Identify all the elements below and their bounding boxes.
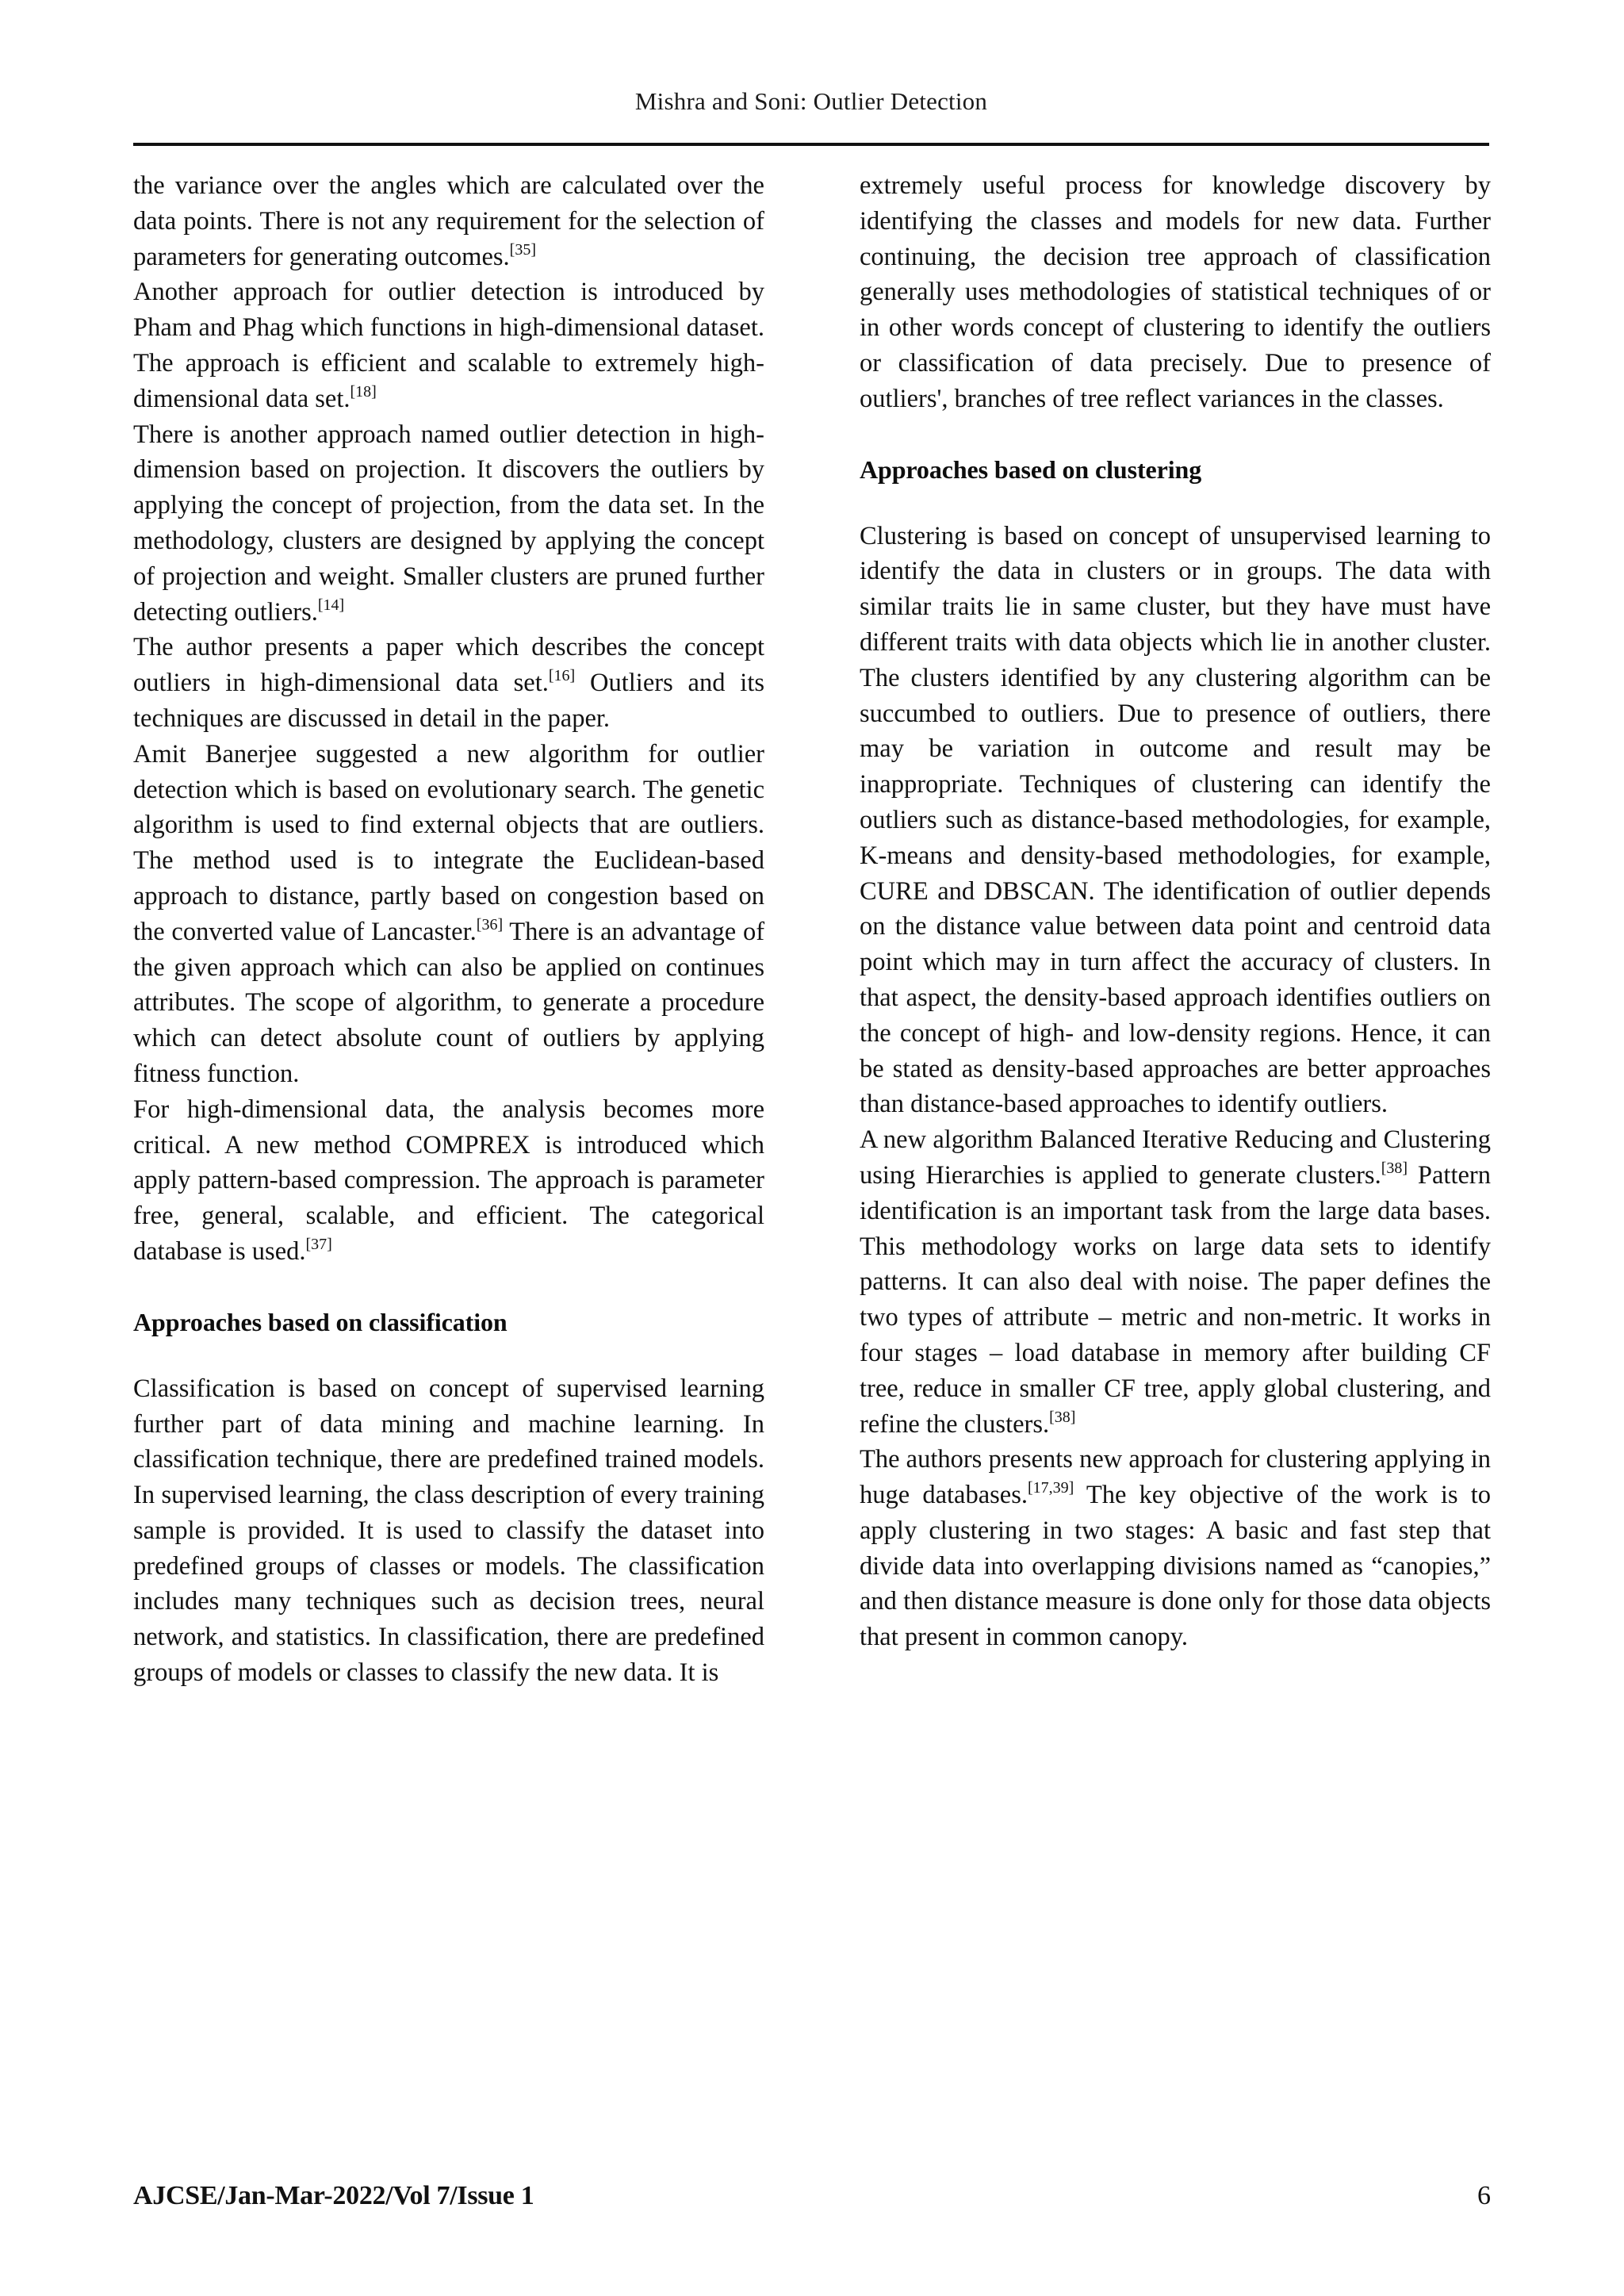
paragraph [133,630,764,736]
reference-marker[interactable]: [38] [1381,1159,1408,1177]
reference-marker[interactable]: [18] [350,382,377,401]
section-heading-clustering: Approaches based on clustering [860,454,1202,484]
paragraph-text-cont: There is an advantage of the given approach which can also be applied on continues attributes. The scope of algorithm, to generate a procedure which can detect absolute count of outliers by applying fitness function. [133,917,765,1088]
paragraph [133,737,764,1092]
paragraph-text: Clustering is based on concept of unsupervised learning to identify the data in clusters or in groups. The data with similar traits lie in same cluster, but they have must have different traits with data objects which lie in another cluster. The clusters identified by any clustering algorithm can be succumbed to outliers. Due to presence of outliers, there may be variation in outcome and result may be inappropriate. Techniques of clustering can identify the outliers such as distance-based methodologies, for example, K-means and density-based methodologies, for example, CURE and DBSCAN. The identification of outlier depends on the distance value between data point and centroid data point which may in turn affect the accuracy of clusters. In that aspect, the density-based approach identifies outliers on the concept of high- and low-density regions. Hence, it can be stated as density-based approaches are better approaches than distance-based approaches to identify outliers. [860,521,1491,1119]
paragraph [860,1122,1491,1442]
running-head: Mishra and Soni: Outlier Detection [634,87,988,115]
reference-marker[interactable]: [14] [317,596,345,614]
paragraph-text: There is another approach named outlier detection in high-dimension based on projection. It discovers the outliers by applying the concept of projection, from the data set. In the methodology, clusters are designed by applying the concept of projection and weight. Smaller clusters are pruned further detecting outliers. [133,420,764,627]
paragraph-text: extremely useful process for knowledge discovery by identifying the classes and models for new data. Further continuing, the decision tree approach of classification generally uses methodologies of statistical techniques of or in other words concept of clustering to identify the outliers or classification of data precisely. Due to presence of outliers', branches of tree reflect variances in the classes. [860,171,1491,413]
paragraph-text: The author presents a paper which describes the concept outliers in high-dimensional data set. [133,633,764,698]
reference-marker[interactable]: [36] [476,915,504,933]
page-footer [133,2181,1491,2211]
paragraph-text: Amit Banerjee suggested a new algorithm for outlier detection which is based on evolutionary search. The genetic algorithm is used to find external objects that are outliers. The method used is to integrate the Euclidean-based approach to distance, partly based on congestion based on the converted value of Lancaster. [133,739,764,946]
paragraph [860,168,1491,417]
spacer [860,417,1491,452]
paragraph [133,274,764,416]
paragraph-text: Classification is based on concept of supervised learning further part of data mining and machine learning. In classification technique, there are predefined trained models. In supervised learning, the class description of every training sample is provided. It is used to classify the dataset into predefined groups of classes or models. The classification includes many techniques such as decision trees, neural network, and statistics. In classification, there are predefined groups of models or classes to classify the new data. It is [133,1374,764,1688]
paragraph [133,417,764,631]
reference-marker[interactable]: [16] [548,667,576,685]
spacer [133,1340,764,1371]
paragraph-text: A new algorithm Balanced Iterative Reducing and Clustering using Hierarchies is applied to generate clusters. [860,1125,1491,1190]
reference-marker[interactable]: [17,39] [1027,1479,1074,1497]
reference-marker[interactable]: [37] [305,1235,332,1253]
paragraph-text: the variance over the angles which are calculated over the data points. There is not any requirement for the selection of parameters for generating outcomes. [133,171,764,271]
reference-marker[interactable]: [35] [509,240,536,259]
left-column [133,168,764,2135]
paragraph-text: Another approach for outlier detection is introduced by Pham and Phag which functions in high-dimensional dataset. The approach is efficient and scalable to extremely high-dimensional data set. [133,278,764,413]
paragraph [133,168,764,274]
paragraph [860,519,1491,1123]
paragraph-text: The authors presents new approach for clustering applying in huge databases. [860,1445,1492,1510]
section-heading-classification: Approaches based on classification [133,1307,508,1336]
paragraph [133,1371,764,1691]
reference-marker[interactable]: [38] [1049,1408,1076,1426]
spacer [860,487,1491,519]
right-column [860,168,1491,2135]
paragraph-text-cont: The key objective of the work is to apply clustering in two stages: A basic and fast step that divide data into overlapping divisions named as “canopies,” and then distance measure is done only for those data objects that present in common canopy. [860,1481,1491,1652]
footer-citation: AJCSE/Jan-Mar-2022/Vol 7/Issue 1 [133,2181,534,2210]
two-column-body [133,168,1491,2135]
paragraph-text-cont: Pattern identification is an important task from the large data bases. This methodology works on large data sets to identify patterns. It can also deal with noise. The paper defines the two types of attribute – metric and non-metric. It works in four stages – load database in memory after building CF tree, reduce in smaller CF tree, apply global clustering, and refine the clusters. [860,1160,1491,1439]
paragraph [860,1442,1491,1655]
footer-page-number: 6 [1477,2181,1491,2210]
paragraph-text: For high-dimensional data, the analysis becomes more critical. A new method COMPREX is introduced which apply pattern-based compression. The approach is parameter free, general, scalable, and efficient. The categorical database is used. [133,1094,764,1266]
spacer [133,1270,764,1305]
header-rule [133,143,1489,146]
paragraph-text-cont: Outliers and its techniques are discussed in detail in the paper. [133,669,764,733]
paragraph [133,1092,764,1270]
